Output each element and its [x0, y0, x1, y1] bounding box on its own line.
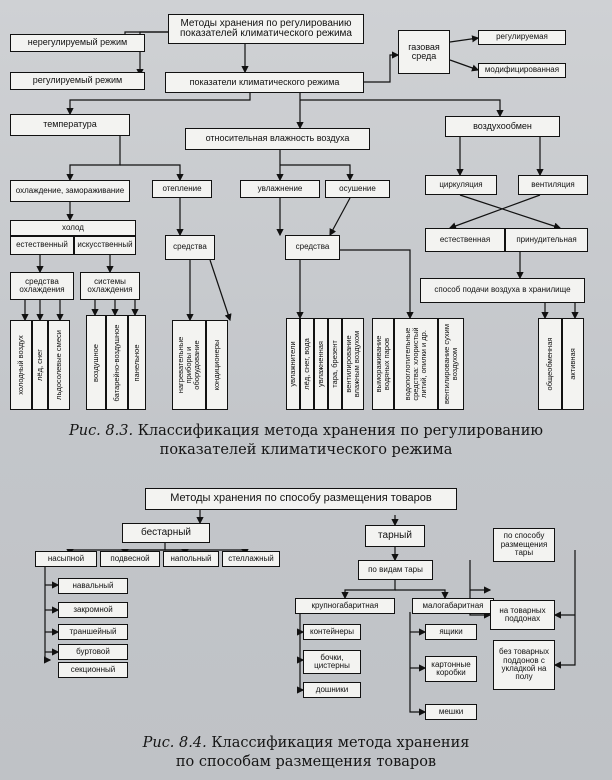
fig4-large: крупногабаритная — [295, 598, 395, 614]
fig3-natural-cold: естественный — [10, 236, 74, 255]
fig3-leaf-dry2: водопоглотительные средства: хлористый литий, опилки и др. — [394, 318, 438, 410]
fig4-caption-line2: по способам размещения товаров — [175, 753, 437, 770]
fig4-on-pallets: на товарных поддонах — [490, 600, 555, 630]
fig4-bulk-free: бестарный — [122, 523, 210, 543]
fig3-caption — [0, 422, 612, 460]
fig3-caption-num: Рис. 8.3. — [68, 423, 134, 439]
fig4-containers: контейнеры — [303, 624, 361, 640]
fig3-leaf-hum2: лёд, снег, вода — [300, 318, 314, 410]
fig3-leaf-heaters: нагревательные приборы и оборудование — [172, 320, 206, 410]
fig4-by-tare: по видам тары — [358, 560, 433, 580]
fig4-by-placement: по способу размещения тары — [493, 528, 555, 562]
fig4-caption-line1: Классификация метода хранения — [211, 735, 470, 751]
fig3-means-humidity: средства — [285, 235, 340, 260]
fig3-leaf-general: общеобменная — [538, 318, 562, 410]
fig4-root: Методы хранения по способу размещения товаров — [145, 488, 457, 510]
fig3-leaf-cold-air: холодный воздух — [10, 320, 32, 410]
fig4-bags: мешки — [425, 704, 477, 720]
fig3-cooling-means: средства охлаждения — [10, 272, 74, 300]
fig3-leaf-hum4: тара, брезент — [328, 318, 342, 410]
fig4-rack: стеллажный — [222, 551, 280, 567]
fig3-cold: холод — [10, 220, 136, 236]
fig4-section: секционный — [58, 662, 128, 678]
fig3-leaf-battery: батарейно-воздушное — [106, 315, 128, 410]
fig4-cartons: картонные коробки — [425, 656, 477, 682]
fig3-cooling-systems: системы охлаждения — [80, 272, 140, 300]
fig3-caption-line2: показателей климатического режима — [159, 441, 453, 458]
fig4-caption-num: Рис. 8.4. — [142, 735, 207, 751]
fig4-caption — [0, 734, 612, 772]
fig3-artificial-cold: искусственный — [74, 236, 136, 255]
fig3-gas-modified: модифицированная — [478, 63, 566, 78]
fig3-leaf-conditioners: кондиционеры — [206, 320, 228, 410]
fig3-leaf-air: воздушное — [86, 315, 106, 410]
fig3-leaf-dry1: вымораживание водяных паров — [372, 318, 394, 410]
fig3-caption-line1: Классификация метода хранения по регулирoванию — [137, 423, 544, 439]
fig3-cooling: охлаждение, замораживание — [10, 180, 130, 202]
fig4-clamp: буртовой — [58, 644, 128, 660]
fig4-small: малогабаритная — [412, 598, 494, 614]
fig3-regulated: регулируемый режим — [10, 72, 145, 90]
fig4-crates: ящики — [425, 624, 477, 640]
fig3-leaf-ice-salt: льдосолевые смеси — [48, 320, 70, 410]
fig4-hanging: подвесной — [100, 551, 160, 567]
fig3-leaf-panel: панельное — [128, 315, 146, 410]
fig3-unregulated: нерегулируемый режим — [10, 34, 145, 52]
fig3-leaf-ice-snow: лёд, снег — [32, 320, 48, 410]
fig4-floor: напольный — [163, 551, 219, 567]
fig4-tare: тарный — [365, 525, 425, 547]
fig3-circulation: циркуляция — [425, 175, 497, 195]
fig3-gas-regulated: регулируемая — [478, 30, 566, 45]
fig3-heating: отепление — [152, 180, 212, 198]
fig3-leaf-active: активная — [562, 318, 584, 410]
fig3-temperature: температура — [10, 114, 130, 136]
fig3-drying: осушение — [325, 180, 390, 198]
fig4-loose: насыпной — [35, 551, 97, 567]
fig4-bin: закромной — [58, 602, 128, 618]
fig4-surface: навальный — [58, 578, 128, 594]
fig3-natural-vent: естественная — [425, 228, 505, 252]
fig3-gas: газовая среда — [398, 30, 450, 74]
fig3-root: Методы хранения по регулированию показателей климатического режима — [168, 14, 364, 44]
fig3-leaf-hum5: вентилирование влажным воздухом — [342, 318, 364, 410]
fig3-forced-vent: принудительная — [505, 228, 588, 252]
fig3-ventilation: вентиляция — [518, 175, 588, 195]
fig3-humidity: относительная влажность воздуха — [185, 128, 370, 150]
fig3-supply-method: способ подачи воздуха в хранилище — [420, 278, 585, 303]
fig4-barrels: бочки, цистерны — [303, 650, 361, 674]
fig3-airflow: воздухообмен — [445, 116, 560, 137]
fig3-leaf-dry3: вентилирование сухим воздухом — [438, 318, 464, 410]
fig4-without-pallets: без товарных поддонов с укладкой на полу — [493, 640, 555, 690]
fig3-leaf-hum1: увлажнители — [286, 318, 300, 410]
fig4-trench: траншейный — [58, 624, 128, 640]
fig3-humidify: увлажнение — [240, 180, 320, 198]
fig3-means-heating: средства — [165, 235, 215, 260]
fig3-leaf-hum3: увлажненная — [314, 318, 328, 410]
fig3-indicators: показатели климатического режима — [165, 72, 364, 93]
fig4-boxes-wood: дошники — [303, 682, 361, 698]
